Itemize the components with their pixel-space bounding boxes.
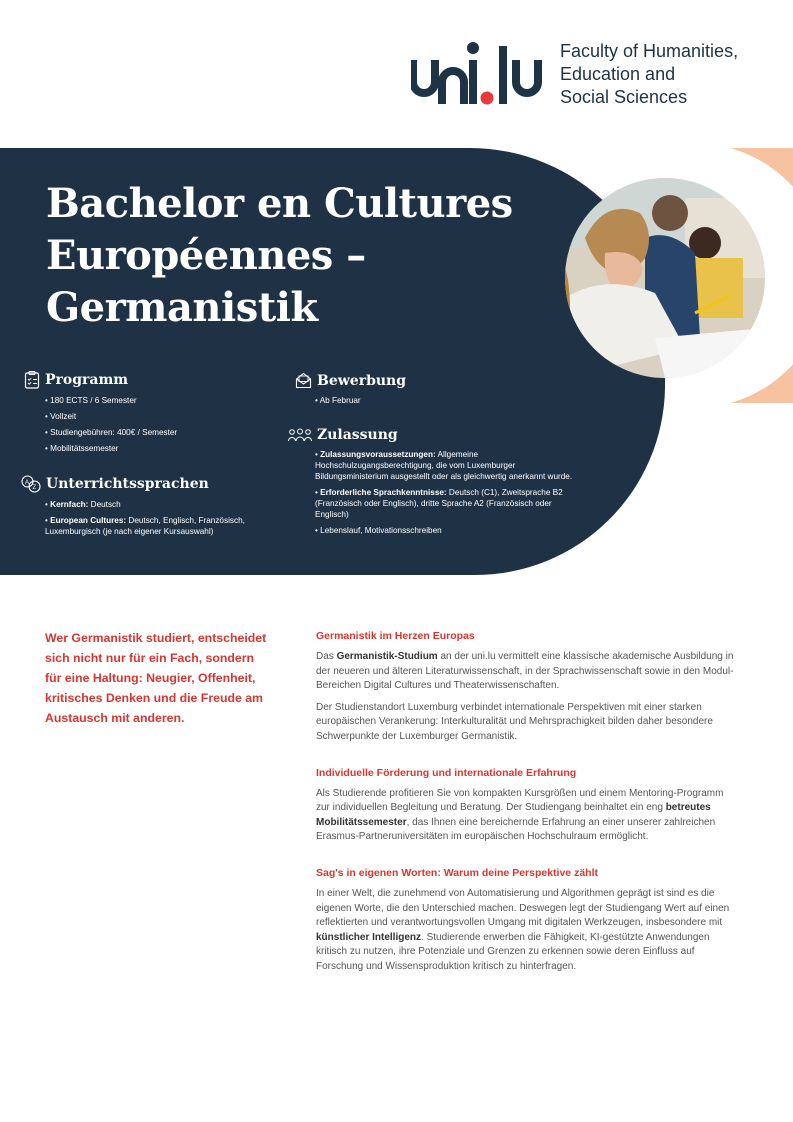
block-paragraph: Als Studierende profitieren Sie von kompakten Kursgrößen und einem Mentoring-Programm zur individuellen Begleitung und Beratung. Der Studiengang beinhaltet ein eng betreutes Mobilitätssemester, das Ihnen eine bereichernde Erfahrung an einer unserer zahlreichen Erasmus-Partneruniversitäten im europäischen Hochschulraum ermöglicht. — [316, 787, 724, 843]
list-item: • Studiengebühren: 400€ / Semester — [45, 428, 178, 437]
block-heading: Germanistik im Herzen Europas — [316, 630, 475, 642]
list-item: • Erforderliche Sprachkenntnisse: Deutsch (C1), Zweitsprache B2 (Französisch oder Englisch), dritte Sprache A2 (Französisch oder Englisch) — [315, 488, 563, 519]
svg-text:Z: Z — [32, 485, 37, 491]
uni-lu-logo[interactable] — [411, 40, 738, 109]
body-content — [316, 630, 736, 997]
group-icon — [288, 428, 312, 443]
block-paragraph: Das Germanistik-Studium an der uni.lu vermittelt eine klassische akademische Ausbildung in der neueren und älteren Literaturwissenschaft, in der Sprachwissenschaft sowie in den Modul-Bereichen Digital Cultures und Theaterwissenschaften. — [316, 651, 734, 692]
zulassung-section — [288, 427, 573, 541]
list-item: • European Cultures: Deutsch, Englisch, Französisch, Luxemburgisch (je nach eigener Kursauswahl) — [45, 516, 245, 536]
students-photo — [565, 178, 765, 378]
translate-icon — [21, 475, 41, 493]
zulassung-heading: Zulassung — [317, 427, 398, 443]
pull-quote: Wer Germanistik studiert, entscheidet sich nicht nur für ein Fach, sondern für eine Haltung: Neugier, Offenheit, kritisches Denken und die Freude am Austausch mit anderen. — [45, 631, 267, 725]
svg-text:A: A — [25, 480, 30, 486]
list-item: • 180 ECTS / 6 Semester — [45, 396, 137, 405]
content-block — [316, 767, 736, 845]
list-item: • Ab Februar — [315, 396, 361, 405]
content-block — [316, 630, 736, 745]
programm-section — [24, 371, 274, 459]
list-item: • Mobilitätssemester — [45, 444, 119, 453]
block-heading: Individuelle Förderung und internationale Erfahrung — [316, 766, 577, 779]
faculty-name: Faculty of Humanities, Education and Social Sciences — [560, 41, 739, 107]
page-title: Bachelor en Cultures Européennes – Germanistik — [46, 180, 513, 331]
sprachen-section — [21, 475, 246, 542]
block-heading: Sag's in eigenen Worten: Warum deine Perspektive zählt — [316, 866, 598, 879]
envelope-icon — [295, 372, 312, 389]
programm-heading: Programm — [45, 372, 129, 388]
block-paragraph: Der Studienstandort Luxemburg verbindet internationale Perspektiven mit einer starken europäischen Verankerung: Interkulturalität und Mehrsprachigkeit bilden daher besondere Schwerpunkte der Luxemburger Germanistik. — [316, 701, 713, 742]
bewerbung-section — [295, 372, 545, 411]
uni-lu-logo-mark — [411, 40, 551, 106]
list-item: • Kernfach: Deutsch — [45, 500, 121, 509]
bewerbung-heading: Bewerbung — [317, 372, 407, 389]
list-item: • Zulassungsvoraussetzungen: Allgemeine Hochschulzugangsberechtigung, die vom Luxemburger Bildungsministerium ausgestellt oder als gleichwertig anerkannt wurde. — [315, 450, 573, 481]
block-paragraph: In einer Welt, die zunehmend von Automatisierung und Algorithmen geprägt ist sind es die eigenen Worte, die den Unterschied machen. Deswegen legt der Studiengang Wert auf einen reflektierten und verantwortungsvollen Umgang mit digitalen Werkzeugen, insbesondere mit künstlicher Intelligenz. Studierende erwerben die Fähigkeit, KI-gestützte Anwendungen kritisch zu nutzen, ihre Potenziale und Grenzen zu erkennen sowie deren Einfluss auf Forschung und Wissensproduktion kritisch zu hinterfragen. — [316, 887, 730, 972]
content-block — [316, 867, 736, 975]
list-item: • Vollzeit — [45, 412, 77, 421]
sprachen-heading: Unterrichtssprachen — [46, 476, 209, 492]
list-item: • Lebenslauf, Motivationsschreiben — [315, 526, 442, 535]
checklist-icon — [24, 371, 40, 389]
